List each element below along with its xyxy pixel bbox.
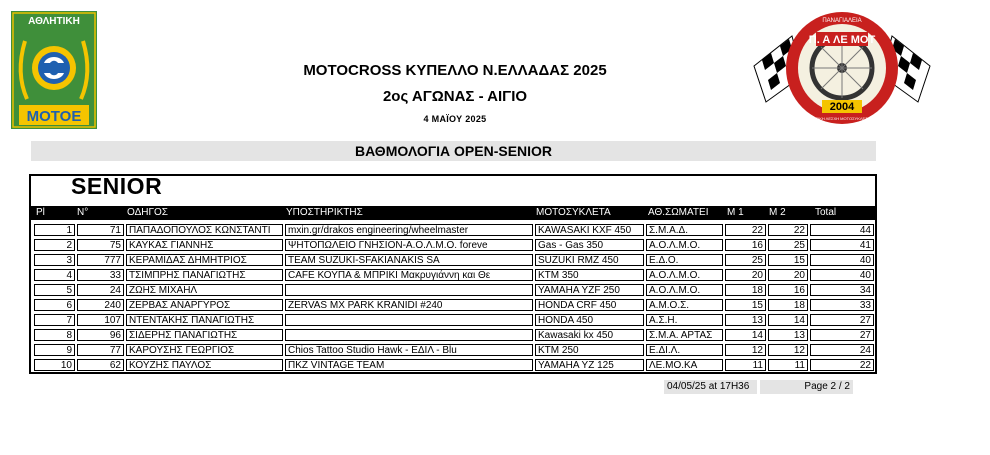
table-row [31,224,875,239]
cell-moto: HONDA CRF 450 [535,299,644,311]
table-row [31,239,875,254]
cell-moto: Kawasaki kx 450 [535,329,644,341]
col-total: Total [815,207,837,218]
cell-club: ΛΕ.ΜΟ.ΚΑ [646,359,723,371]
cell-num: 33 [77,269,124,281]
cell-rider: ΝΤΕΝΤΑΚΗΣ ΠΑΝΑΓΙΩΤΗΣ [126,314,283,326]
cell-sponsor: ZERVAS MX PARK KRANIDI #240 [285,299,533,311]
results-table [29,174,877,374]
cell-moto: KAWASAKI KXF 450 [535,224,644,236]
cell-rider: ΣΙΔΕΡΗΣ ΠΑΝΑΓΙΩΤΗΣ [126,329,283,341]
cell-rider: ΖΕΡΒΑΣ ΑΝΑΡΓΥΡΟΣ [126,299,283,311]
table-row [31,329,875,344]
cell-pos: 6 [34,299,75,311]
cell-total: 24 [810,344,874,356]
cell-pos: 4 [34,269,75,281]
cell-club: Α.Σ.Η. [646,314,723,326]
col-rider: ΟΔΗΓΟΣ [127,207,168,218]
cell-m1: 13 [725,314,766,326]
cell-m1: 20 [725,269,766,281]
cell-sponsor: mxin.gr/drakos engineering/wheelmaster [285,224,533,236]
table-row [31,359,875,374]
cell-sponsor [285,314,533,326]
table-row [31,314,875,329]
event-date: 4 ΜΑΪΟΥ 2025 [423,114,487,124]
cell-club: Α.Μ.Ο.Σ. [646,299,723,311]
cell-club: Σ.Μ.Α.Δ. [646,224,723,236]
cell-num: 77 [77,344,124,356]
logo-top-text: ΑΘΛΗΤΙΚΗ [28,16,80,27]
table-row [31,284,875,299]
cell-pos: 7 [34,314,75,326]
cell-rider: ΚΑΡΟΥΣΗΣ ΓΕΩΡΓΙΟΣ [126,344,283,356]
table-body [31,224,875,374]
cell-rider: ΚΟΥΖΗΣ ΠΑΥΛΟΣ [126,359,283,371]
event-title: MOTOCROSS ΚΥΠΕΛΛΟ Ν.ΕΛΛΑΔΑΣ 2025 [303,62,607,79]
cell-moto: Gas - Gas 350 [535,239,644,251]
cell-m1: 16 [725,239,766,251]
cell-sponsor: Chios Tattoo Studio Hawk - ΕΔΙΛ - Blu [285,344,533,356]
cell-total: 41 [810,239,874,251]
cell-total: 40 [810,269,874,281]
footer-page: Page 2 / 2 [760,380,853,394]
cell-m1: 25 [725,254,766,266]
seal-top-text: ΠΑΝΑΓΙΑΛΕΙΑ [822,18,862,24]
table-row [31,254,875,269]
cell-club: Ε.ΔΙ.Λ. [646,344,723,356]
section-title: ΒΑΘΜΟΛΟΓΙΑ OPEN-SENIOR [31,141,876,161]
cell-club: Σ.Μ.Α. ΑΡΤΑΣ [646,329,723,341]
cell-rider: ΖΩΗΣ ΜΙΧΑΗΛ [126,284,283,296]
cell-m1: 12 [725,344,766,356]
cell-moto: KTM 250 [535,344,644,356]
cell-m2: 11 [768,359,808,371]
cell-pos: 8 [34,329,75,341]
cell-total: 44 [810,224,874,236]
cell-num: 71 [77,224,124,236]
cell-num: 62 [77,359,124,371]
seal-bottom-text: ΑΘΛΗΤΙΚΗ ΛΕΣΧΗ ΜΟΤΟΣΥΚΛΕΤΙΣΤΩΝ [804,116,880,121]
col-num: N° [77,207,89,218]
cell-pos: 1 [34,224,75,236]
footer-timestamp: 04/05/25 at 17H36 [664,380,757,394]
table-row [31,299,875,314]
cell-m2: 14 [768,314,808,326]
cell-sponsor: TEAM SUZUKI-SFAKIANAKIS SA [285,254,533,266]
cell-num: 75 [77,239,124,251]
cell-sponsor [285,284,533,296]
cell-rider: ΚΑΥΚΑΣ ΓΙΑΝΝΗΣ [126,239,283,251]
cell-num: 107 [77,314,124,326]
cell-rider: ΚΕΡΑΜΙΔΑΣ ΔΗΜΗΤΡΙΟΣ [126,254,283,266]
cell-rider: ΠΑΠΑΔΟΠΟΥΛΟΣ ΚΩΝΣΤΑΝΤΙ [126,224,283,236]
cell-pos: 3 [34,254,75,266]
cell-m2: 13 [768,329,808,341]
cell-total: 34 [810,284,874,296]
cell-m2: 25 [768,239,808,251]
cell-club: Ε.Δ.Ο. [646,254,723,266]
table-row [31,269,875,284]
cell-m2: 16 [768,284,808,296]
seal-year: 2004 [829,101,855,113]
cell-m1: 18 [725,284,766,296]
athletiki-motoe-logo [11,11,97,129]
cell-num: 96 [77,329,124,341]
cell-m1: 11 [725,359,766,371]
cell-pos: 5 [34,284,75,296]
col-moto: ΜΟΤΟΣΥΚΛΕΤΑ [536,207,611,218]
cell-moto: YAMAHA YZ 125 [535,359,644,371]
cell-m2: 12 [768,344,808,356]
cell-club: Α.Ο.Λ.Μ.Ο. [646,284,723,296]
table-row [31,344,875,359]
col-club: ΑΘ.ΣΩΜΑΤΕΙ [648,207,709,218]
cell-total: 27 [810,329,874,341]
logo-bottom-text: ΜΟΤΟΕ [26,108,82,125]
cell-num: 240 [77,299,124,311]
cell-sponsor: ΠΚΖ VINTAGE TEAM [285,359,533,371]
cell-m2: 15 [768,254,808,266]
cell-m2: 18 [768,299,808,311]
cell-pos: 9 [34,344,75,356]
cell-club: Α.Ο.Λ.Μ.Ο. [646,239,723,251]
event-subtitle: 2ος ΑΓΩΝΑΣ - ΑΙΓΙΟ [382,88,528,105]
cell-pos: 10 [34,359,75,371]
cell-m1: 15 [725,299,766,311]
col-m2: M 2 [769,207,786,218]
cell-m2: 20 [768,269,808,281]
seal-center-text: Π. Α ΛΕ ΜΟΤ [808,34,876,46]
pale-mot-seal-logo [752,6,932,130]
col-sponsor: ΥΠΟΣΤΗΡΙΚΤΗΣ [286,207,363,218]
cell-sponsor: CAFE ΚΟΥΠΑ & ΜΠΡΙΚΙ Μακρυγιάννη και Θε [285,269,533,281]
cell-total: 33 [810,299,874,311]
cell-m1: 22 [725,224,766,236]
cell-rider: ΤΣΙΜΠΡΗΣ ΠΑΝΑΓΙΩΤΗΣ [126,269,283,281]
cell-pos: 2 [34,239,75,251]
cell-m1: 14 [725,329,766,341]
table-header [31,206,875,220]
cell-num: 777 [77,254,124,266]
cell-sponsor [285,329,533,341]
cell-moto: HONDA 450 [535,314,644,326]
cell-moto: KTM 350 [535,269,644,281]
cell-total: 27 [810,314,874,326]
cell-club: Α.Ο.Λ.Μ.Ο. [646,269,723,281]
col-m1: M 1 [727,207,744,218]
class-name: SENIOR [71,173,163,199]
cell-moto: SUZUKI RMZ 450 [535,254,644,266]
cell-total: 22 [810,359,874,371]
cell-moto: YAMAHA YZF 250 [535,284,644,296]
cell-total: 40 [810,254,874,266]
col-pos: Pl [36,207,45,218]
cell-m2: 22 [768,224,808,236]
cell-num: 24 [77,284,124,296]
cell-sponsor: ΨΗΤΟΠΩΛΕΙΟ ΓΝΗΣΙΟΝ-Α.Ο.Λ.Μ.Ο. foreve [285,239,533,251]
